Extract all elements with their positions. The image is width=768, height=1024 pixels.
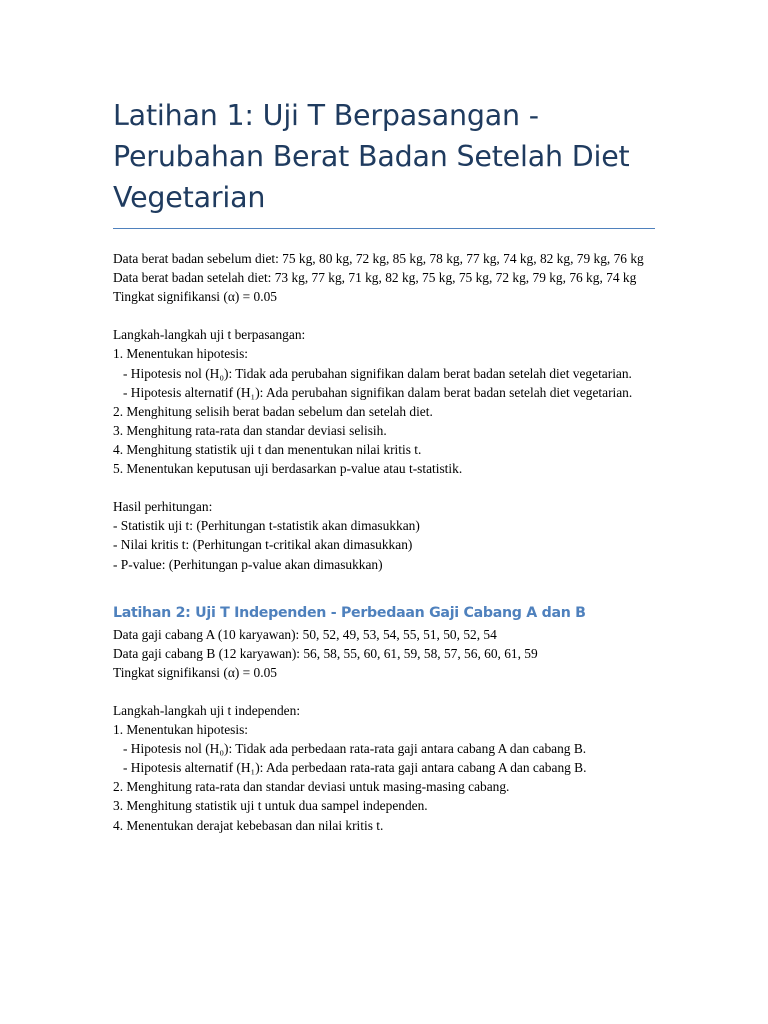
step-2: 2. Menghitung selisih berat badan sebelum dan setelah diet. (113, 403, 433, 419)
result-critical-value: - Nilai kritis t: (Perhitungan t-critikal akan dimasukkan) (113, 537, 413, 553)
significance-level-2: Tingkat signifikansi (α) = 0.05 (113, 664, 277, 680)
title-divider (113, 228, 655, 229)
data-before-diet: Data berat badan sebelum diet: 75 kg, 80 kg, 72 kg, 85 kg, 78 kg, 77 kg, 74 kg, 82 kg, 79 kg, 76 kg (113, 251, 644, 266)
data-branch-b: Data gaji cabang B (12 karyawan): 56, 58, 55, 60, 61, 59, 58, 57, 56, 60, 61, 59 (113, 645, 538, 661)
section2-body (113, 625, 658, 835)
step-4-2: 4. Menentukan derajat kebebasan dan nilai kritis t. (113, 817, 384, 833)
data-after-diet: Data berat badan setelah diet: 73 kg, 77 kg, 71 kg, 82 kg, 75 kg, 75 kg, 72 kg, 79 kg, 76 kg, 74 kg (113, 270, 637, 286)
section2-heading-wrap (113, 604, 658, 623)
step-3-2: 3. Menghitung statistik uji t untuk dua sampel independen. (113, 798, 428, 814)
step-5: 5. Menentukan keputusan uji berdasarkan p-value atau t-statistik. (113, 461, 463, 477)
section2-title: Latihan 2: Uji T Independen - Perbedaan Gaji Cabang A dan B (113, 604, 586, 621)
blank-line (113, 478, 658, 497)
step-3: 3. Menghitung rata-rata dan standar deviasi selisih. (113, 422, 387, 438)
hypothesis-alternative-2: - Hipotesis alternatif (H₁): Ada perbedaan rata-rata gaji antara cabang A dan cabang B. (123, 760, 587, 776)
step-4: 4. Menghitung statistik uji t dan menentukan nilai kritis t. (113, 441, 422, 457)
hypothesis-null: - Hipotesis nol (H₀): Tidak ada perubahan signifikan dalam berat badan setelah diet vegetarian. (123, 365, 632, 381)
step-1: 1. Menentukan hipotesis: (113, 346, 249, 362)
significance-level: Tingkat signifikansi (α) = 0.05 (113, 289, 277, 305)
document-title: Latihan 1: Uji T Berpasangan - Perubahan Berat Badan Setelah Diet Vegetarian (113, 99, 630, 214)
step-1-2: 1. Menentukan hipotesis: (113, 722, 249, 738)
result-t-statistic: - Statistik uji t: (Perhitungan t-statistik akan dimasukkan) (113, 518, 420, 534)
document-page (113, 95, 658, 835)
results-heading: Hasil perhitungan: (113, 499, 213, 515)
data-branch-a: Data gaji cabang A (10 karyawan): 50, 52, 49, 53, 54, 55, 51, 50, 52, 54 (113, 626, 497, 642)
blank-line (113, 306, 658, 325)
blank-line (113, 682, 658, 701)
steps-heading: Langkah-langkah uji t berpasangan: (113, 327, 306, 343)
hypothesis-null-2: - Hipotesis nol (H₀): Tidak ada perbedaan rata-rata gaji antara cabang A dan cabang B. (123, 741, 587, 757)
step-2-2: 2. Menghitung rata-rata dan standar deviasi untuk masing-masing cabang. (113, 779, 510, 795)
steps-heading-2: Langkah-langkah uji t independen: (113, 702, 301, 718)
section1-body (113, 249, 658, 574)
hypothesis-alternative: - Hipotesis alternatif (H₁): Ada perubahan signifikan dalam berat badan setelah diet vegetarian. (123, 384, 633, 400)
result-p-value: - P-value: (Perhitungan p-value akan dimasukkan) (113, 556, 383, 572)
